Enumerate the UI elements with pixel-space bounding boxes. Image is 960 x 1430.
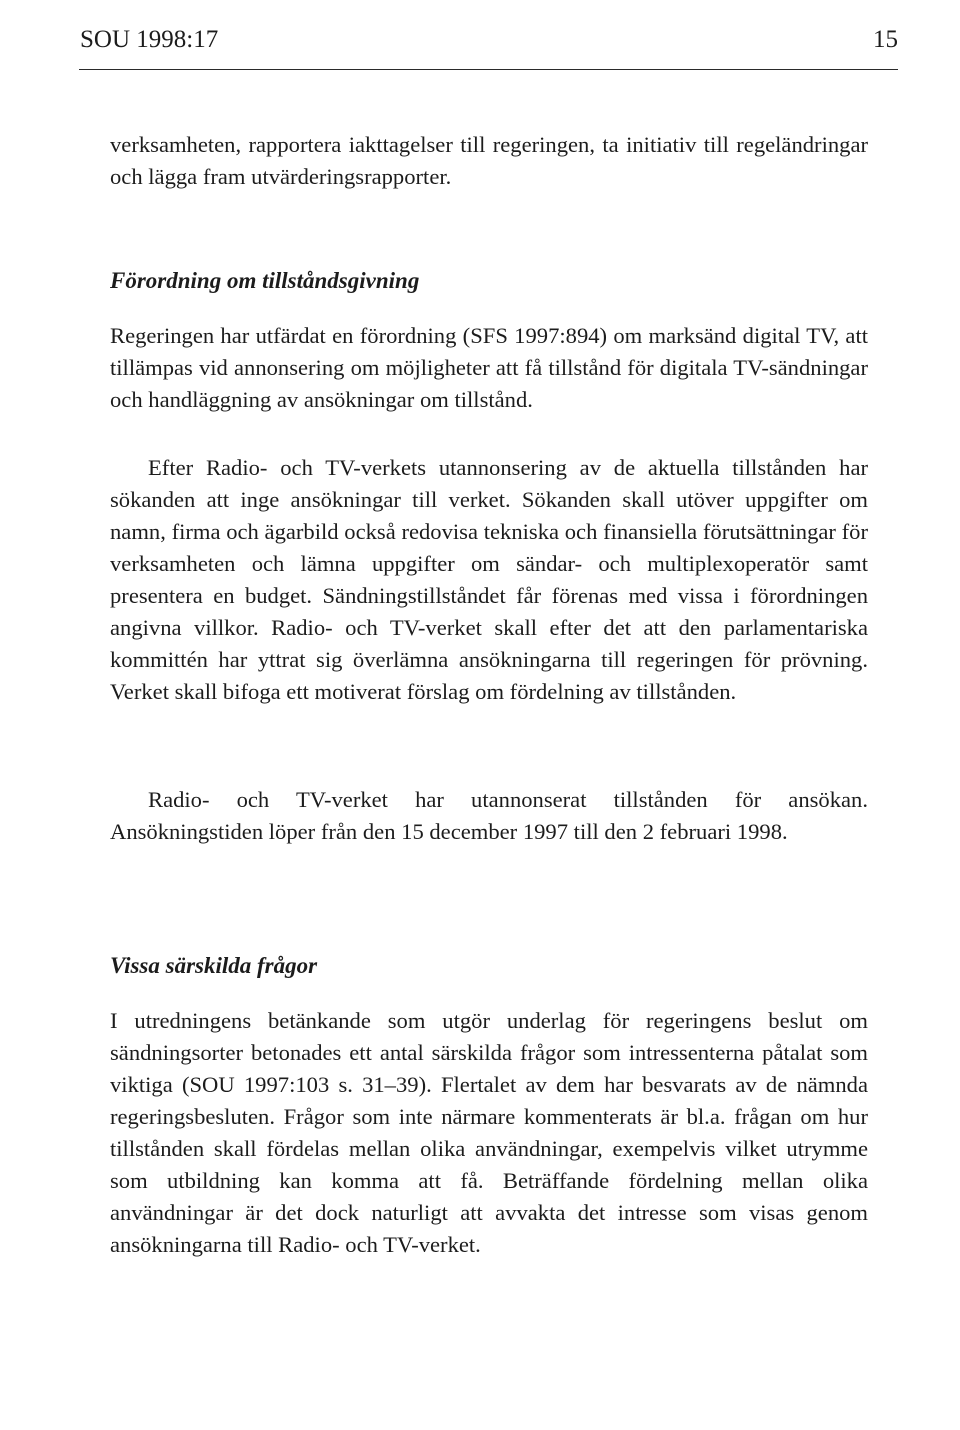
forordning-paragraph-1: Regeringen har utfärdat en förordning (SFS 1997:894) om marksänd digital TV, att tillämpas vid annonsering om möjligheter att få tillstånd för digitala TV-sändningar och handläggning av ansökningar om tillstånd. (110, 323, 868, 412)
forordning-paragraph-2: Efter Radio- och TV-verkets utannonsering av de aktuella tillstånden har sökanden att inge ansökningar till verket. Sökanden skall utöver uppgifter om namn, firma och ägarbild också redovisa tekniska och finansiella förutsättningar för verksamheten och lämna uppgifter om sändar- och multiplexoperatör samt presentera en budget. Sändningstillståndet får förenas med vissa i förordningen angivna villkor. Radio- och TV-verket skall efter det att den parlamentariska kommittén har yttrat sig överlämna ansökningarna till regeringen för prövning. Verket skall bifoga ett motiverat förslag om fördelning av tillstånden. (110, 455, 868, 704)
report-series-label: SOU 1998:17 (80, 26, 219, 53)
vissa-paragraph-1: I utredningens betänkande som utgör underlag för regeringens beslut om sändningsorter betonades ett antal särskilda frågor som intressenterna påtalat som viktiga (SOU 1997:103 s. 31–39). Flertalet av dem har besvarats av de nämnda regeringsbesluten. Frågor som inte närmare kommenterats är bl.a. frågan om hur tillstånden skall fördelas mellan olika användningar, exempelvis vilket utrymme som utbildning kan komma att få. Beträffande fördelning mellan olika användningar är det dock naturligt att avvakta det intresse som visas genom ansökningarna till Radio- och TV-verket. (110, 1008, 868, 1257)
header-rule (79, 69, 898, 70)
section-heading-forordning: Förordning om tillståndsgivning (110, 268, 420, 293)
forordning-paragraph-3: Radio- och TV-verket har utannonserat tillstånden för ansökan. Ansökningstiden löper från den 15 december 1997 till den 2 februari 1998. (110, 787, 868, 844)
section-heading-vissa: Vissa särskilda frågor (110, 953, 318, 978)
running-header (80, 20, 898, 60)
page-number: 15 (873, 26, 898, 53)
continuation-paragraph: verksamheten, rapportera iakttagelser till regeringen, ta initiativ till regeländringar och lägga fram utvärderingsrapporter. (110, 132, 868, 189)
